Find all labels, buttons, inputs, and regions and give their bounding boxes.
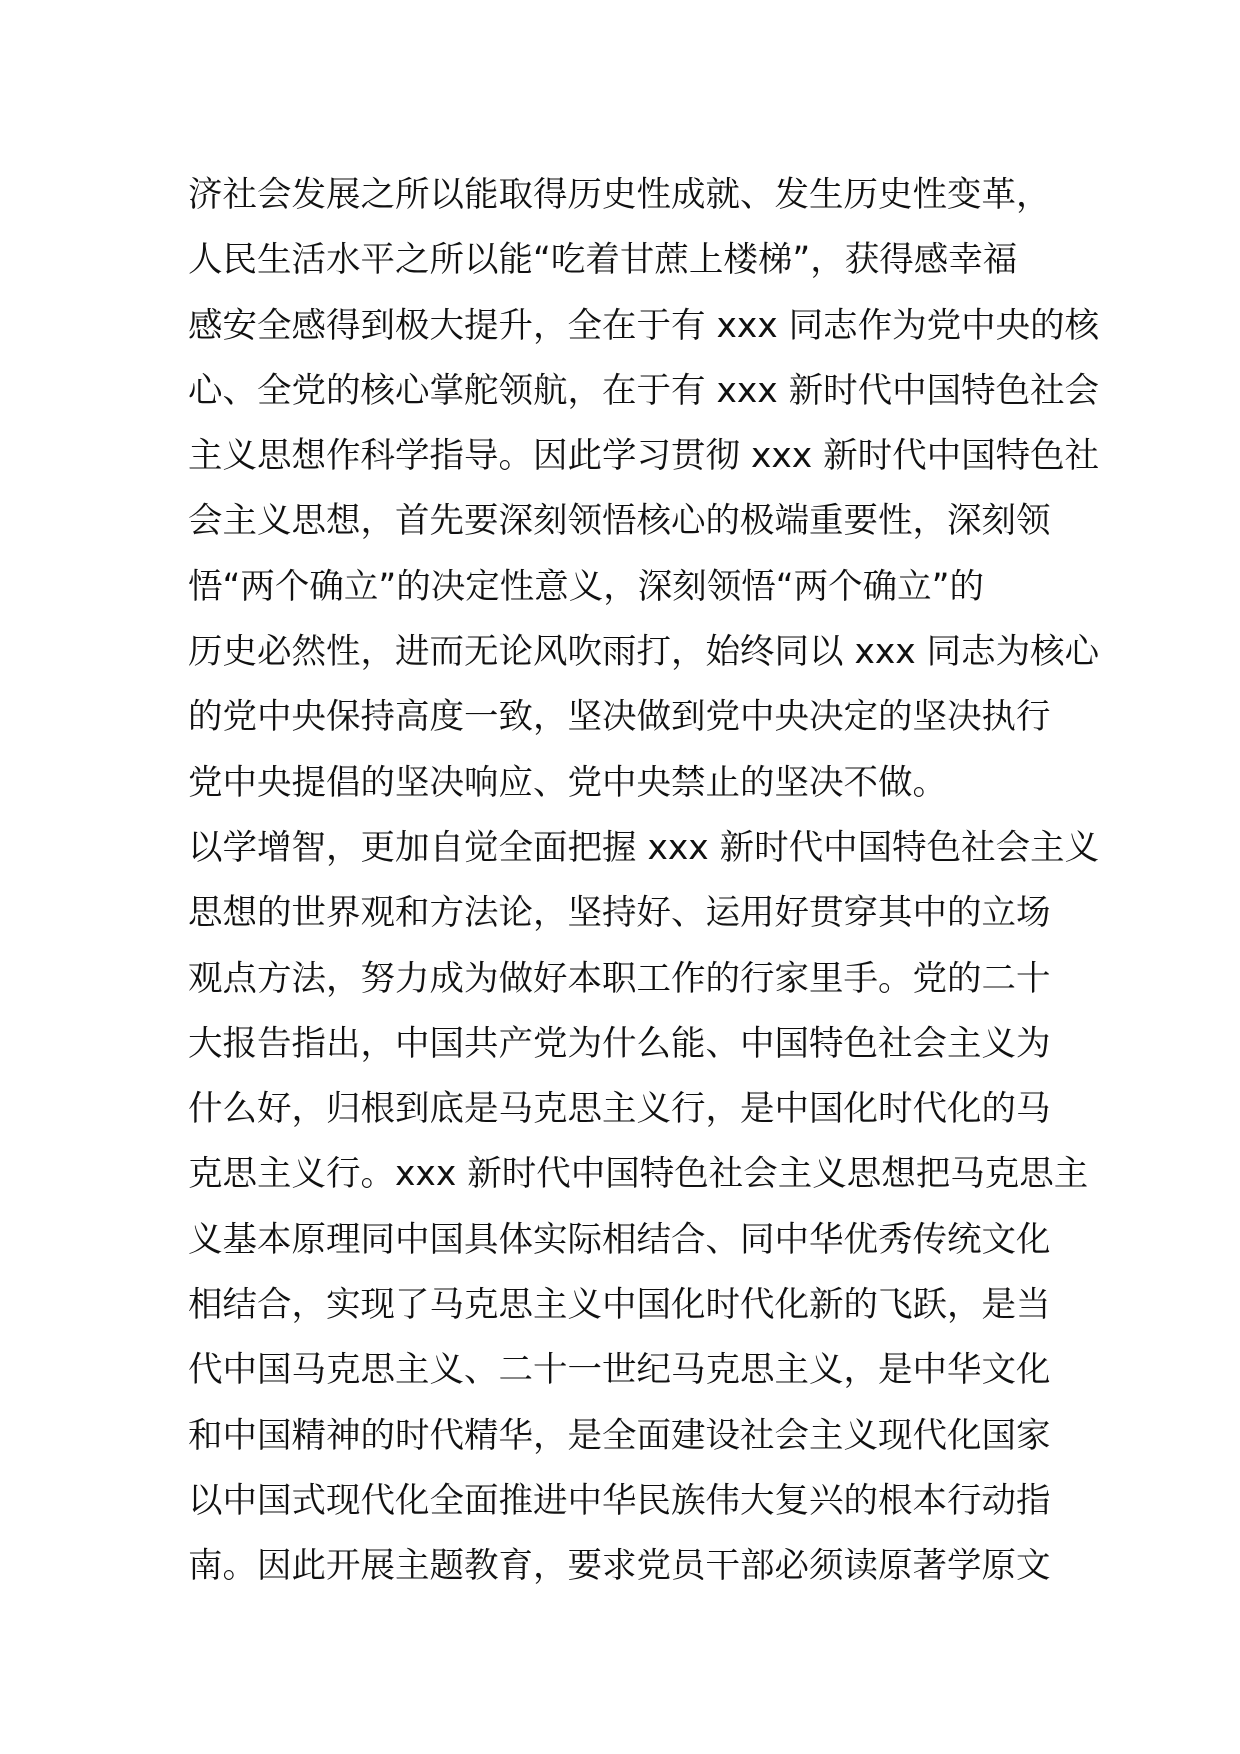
text-line: 党中央提倡的坚决响应、党中央禁止的坚决不做。 <box>188 762 947 803</box>
text-line: 人民生活水平之所以能“吃着甘蔗上楼梯”，获得感幸福 <box>188 240 1018 281</box>
text-line: 心、全党的核心掌舵领航，在于有 xxx 新时代中国特色社会 <box>188 370 1100 411</box>
text-line: 历史必然性，进而无论风吹雨打，始终同以 xxx 同志为核心 <box>188 632 1100 673</box>
text-line: 相结合，实现了马克思主义中国化时代化新的飞跃，是当 <box>188 1285 1051 1326</box>
text-line: 什么好，归根到底是马克思主义行，是中国化时代化的马 <box>188 1089 1051 1130</box>
text-line: 义基本原理同中国具体实际相结合、同中华优秀传统文化 <box>188 1219 1051 1260</box>
text-line: 以中国式现代化全面推进中华民族伟大复兴的根本行动指 <box>188 1480 1051 1521</box>
text-line: 主义思想作科学指导。因此学习贯彻 xxx 新时代中国特色社 <box>188 436 1100 477</box>
text-line: 思想的世界观和方法论，坚持好、运用好贯穿其中的立场 <box>188 893 1051 934</box>
text-line: 感安全感得到极大提升，全在于有 xxx 同志作为党中央的核 <box>188 305 1100 346</box>
text-line: 和中国精神的时代精华，是全面建设社会主义现代化国家 <box>188 1415 1051 1456</box>
text-line: 会主义思想，首先要深刻领悟核心的极端重要性，深刻领 <box>188 501 1051 542</box>
text-line: 济社会发展之所以能取得历史性成就、发生历史性变革， <box>188 175 1051 215</box>
text-line: 克思主义行。xxx 新时代中国特色社会主义思想把马克思主 <box>188 1154 1089 1195</box>
text-line: 悟“两个确立”的决定性意义，深刻领悟“两个确立”的 <box>188 566 984 607</box>
text-line: 的党中央保持高度一致，坚决做到党中央决定的坚决执行 <box>188 697 1051 738</box>
text-line: 大报告指出，中国共产党为什么能、中国特色社会主义为 <box>188 1023 1051 1064</box>
text-line: 以学增智，更加自觉全面把握 xxx 新时代中国特色社会主义 <box>188 827 1100 868</box>
text-line: 南。因此开展主题教育，要求党员干部必须读原著学原文 <box>188 1546 1051 1587</box>
body-text <box>188 163 1100 1600</box>
text-line: 观点方法，努力成为做好本职工作的行家里手。党的二十 <box>188 958 1051 999</box>
text-line: 代中国马克思主义、二十一世纪马克思主义，是中华文化 <box>188 1350 1051 1391</box>
